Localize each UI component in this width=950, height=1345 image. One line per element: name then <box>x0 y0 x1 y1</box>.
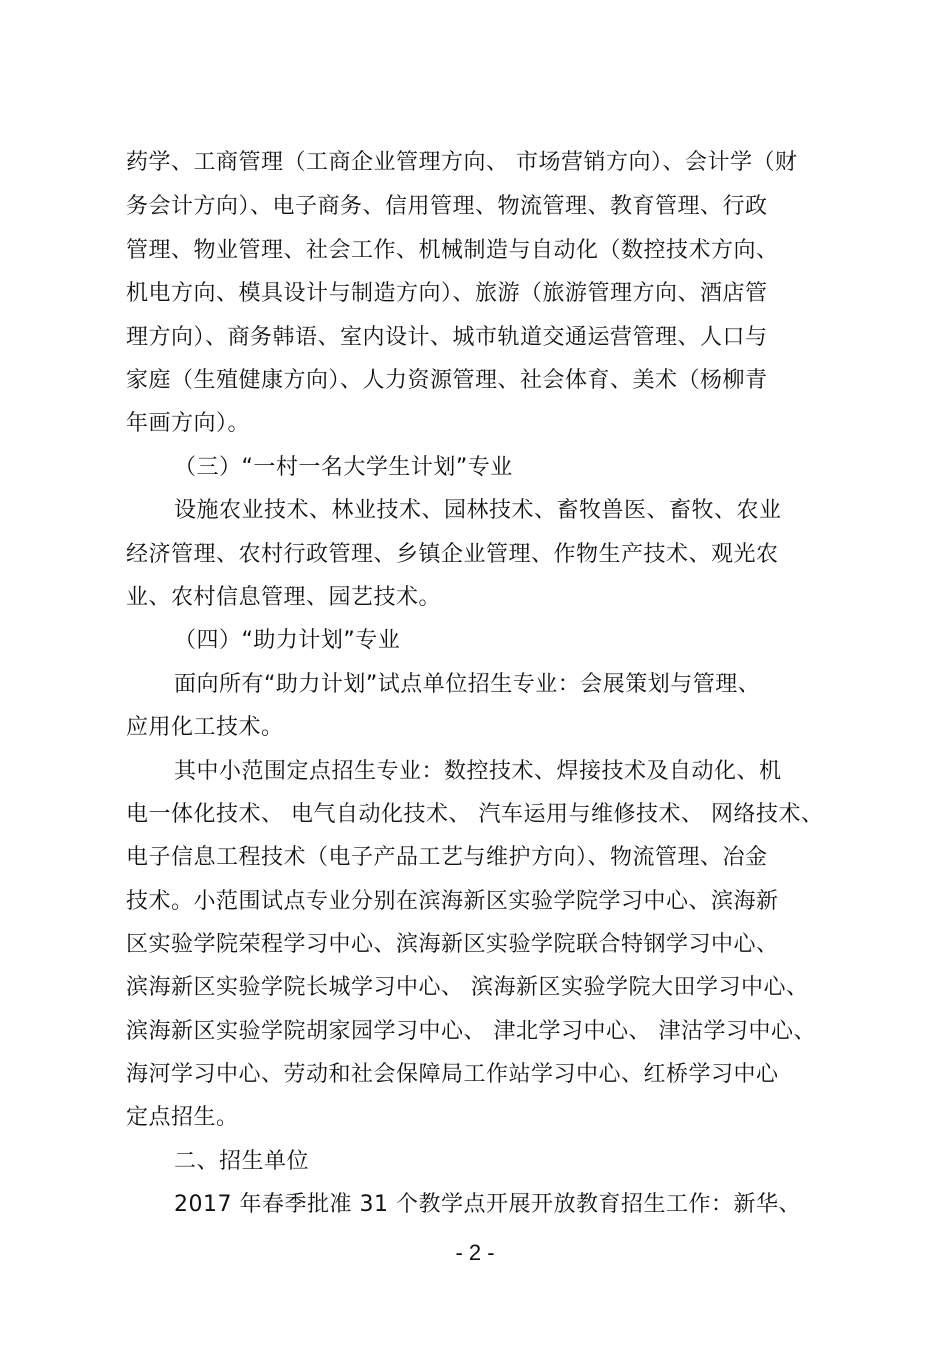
text-line: 设施农业技术、林业技术、园林技术、畜牧兽医、畜牧、农业 <box>174 498 782 523</box>
text-line: 管理、物业管理、社会工作、机械制造与自动化（数控技术方向、 <box>126 238 779 263</box>
text-line: 电一体化技术、 电气自动化技术、 汽车运用与维修技术、 网络技术、 <box>126 802 824 827</box>
section-heading: （三）“一村一名大学生计划”专业 <box>174 455 513 480</box>
text-line: 药学、工商管理（工商企业管理方向、 市场营销方向）、会计学（财 <box>126 150 798 175</box>
text-line: 2017 年春季批准 31 个教学点开展开放教育招生工作：新华、 <box>174 1192 801 1217</box>
page-number: - 2 - <box>455 1240 495 1265</box>
text-line: 面向所有“助力计划”试点单位招生专业：会展策划与管理、 <box>174 672 761 697</box>
text-line: 机电方向、模具设计与制造方向）、旅游（旅游管理方向、酒店管 <box>126 281 768 306</box>
text-line: 应用化工技术。 <box>126 715 284 740</box>
text-line: 定点招生。 <box>126 1105 239 1130</box>
text-line: 家庭（生殖健康方向）、人力资源管理、社会体育、美术（杨柳青 <box>126 368 768 393</box>
text-line: 区实验学院荣程学习中心、滨海新区实验学院联合特钢学习中心、 <box>126 932 779 957</box>
section-heading: （四）“助力计划”专业 <box>174 628 401 653</box>
text-line: 技术。小范围试点专业分别在滨海新区实验学院学习中心、滨海新 <box>126 889 779 914</box>
text-line: 业、农村信息管理、园艺技术。 <box>126 585 442 610</box>
section-heading: 二、招生单位 <box>174 1149 310 1174</box>
text-line: 滨海新区实验学院长城学习中心、 滨海新区实验学院大田学习中心、 <box>126 975 809 1000</box>
text-line: 务会计方向）、电子商务、信用管理、物流管理、教育管理、行政 <box>126 194 768 219</box>
text-line: 滨海新区实验学院胡家园学习中心、 津北学习中心、 津沽学习中心、 <box>126 1019 816 1044</box>
text-line: 经济管理、农村行政管理、乡镇企业管理、作物生产技术、观光农 <box>126 542 779 567</box>
text-line: 电子信息工程技术（电子产品工艺与维护方向）、物流管理、冶金 <box>126 845 768 870</box>
text-line: 理方向）、商务韩语、室内设计、城市轨道交通运营管理、人口与 <box>126 325 768 350</box>
text-line: 年画方向）。 <box>126 411 251 436</box>
text-line: 海河学习中心、劳动和社会保障局工作站学习中心、红桥学习中心 <box>126 1062 779 1087</box>
text-line: 其中小范围定点招生专业：数控技术、焊接技术及自动化、机 <box>174 759 782 784</box>
